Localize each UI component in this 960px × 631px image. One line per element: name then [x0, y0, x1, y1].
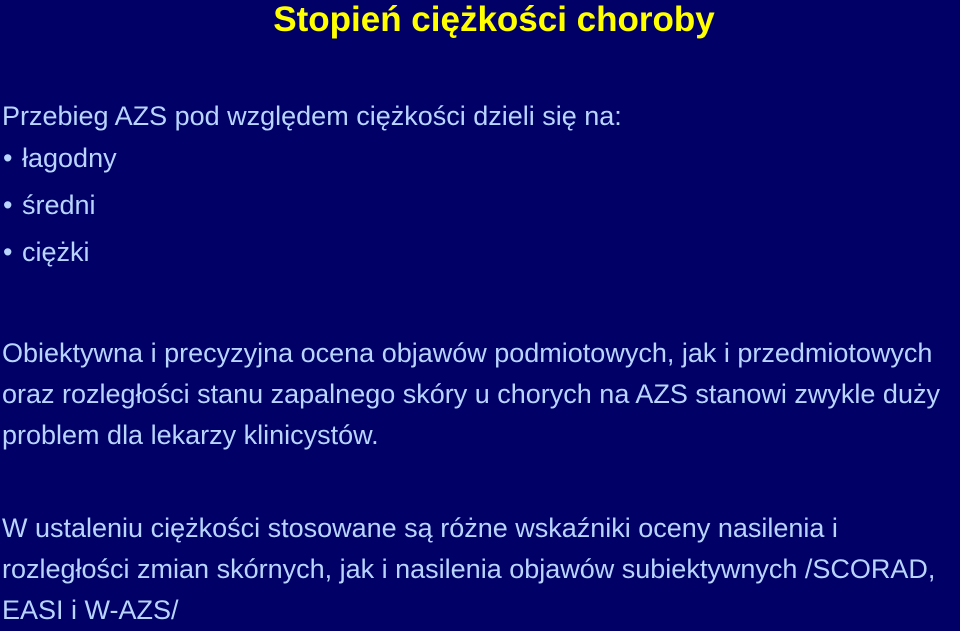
- assessment-paragraph: Obiektywna i precyzyjna ocena objawów podmiotowych, jak i przedmiotowych oraz rozległości stanu zapalnego skóry u chorych na AZS stanowi zwykle duży problem dla lekarzy klinicystów.: [2, 338, 940, 450]
- bullet-icon: •: [3, 237, 13, 267]
- bullet-icon: •: [3, 143, 13, 173]
- list-item-label: ciężki: [22, 237, 90, 267]
- slide-title: Stopień ciężkości choroby: [273, 0, 715, 39]
- severity-list: [0, 142, 117, 283]
- intro-text: Przebieg AZS pod względem ciężkości dzieli się na:: [2, 101, 622, 131]
- list-item: [0, 189, 117, 236]
- bullet-icon: •: [3, 190, 13, 220]
- list-item: [0, 142, 117, 189]
- list-item-label: średni: [22, 190, 96, 220]
- list-item-label: łagodny: [22, 143, 117, 173]
- list-item: [0, 236, 117, 283]
- indices-paragraph: W ustaleniu ciężkości stosowane są różne wskaźniki oceny nasilenia i rozległości zmian skórnych, jak i nasilenia objawów subiektywnych /SCORAD, EASI i W-AZS/: [2, 513, 936, 625]
